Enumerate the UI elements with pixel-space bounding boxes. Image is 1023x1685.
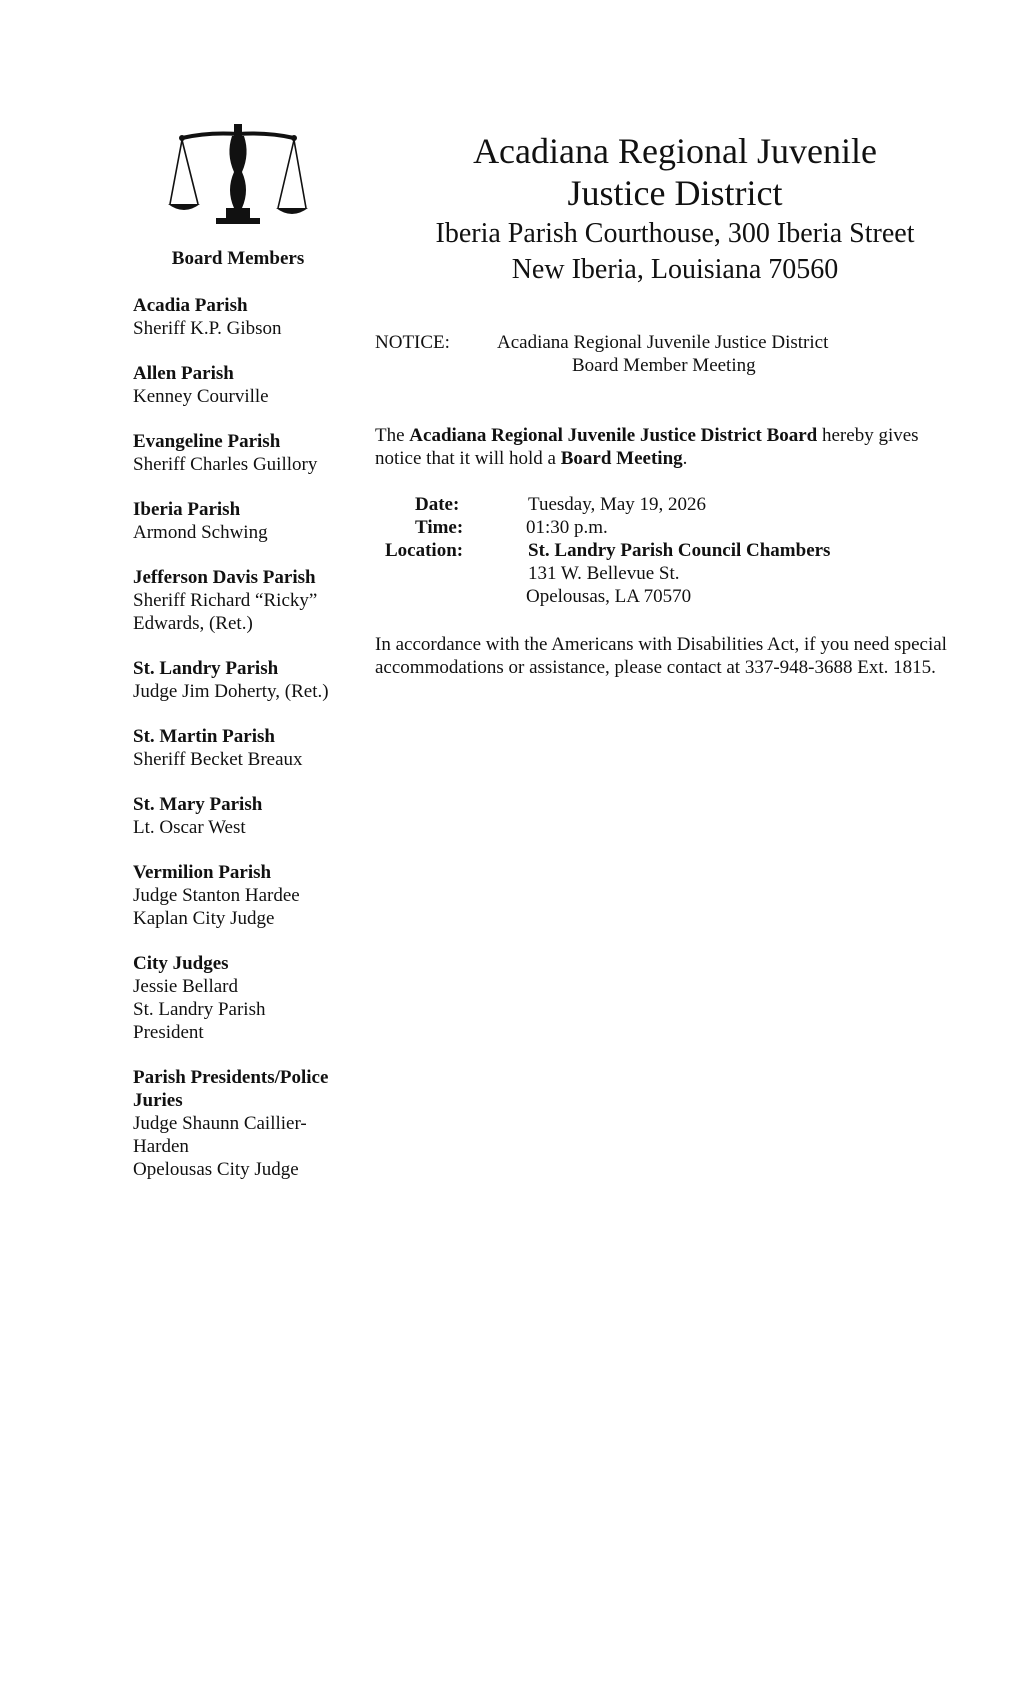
date-value: Tuesday, May 19, 2026 (528, 494, 707, 515)
member-name-line: Judge Stanton Hardee (133, 885, 300, 906)
notice-title-line2: Board Member Meeting (572, 355, 756, 376)
member-name-line: Kaplan City Judge (133, 908, 275, 929)
board-member (133, 362, 358, 408)
org-name-line2: Justice District (567, 173, 783, 213)
board-member (133, 725, 358, 771)
letterhead (370, 130, 980, 288)
address-line1: Iberia Parish Courthouse, 300 Iberia Street (435, 218, 915, 249)
location-city: Opelousas, LA 70570 (526, 586, 692, 607)
date-label: Date: (415, 494, 460, 515)
intro-board-name: Acadiana Regional Juvenile Justice District Board (409, 425, 818, 446)
location-street: 131 W. Bellevue St. (528, 563, 680, 584)
member-parish: St. Martin Parish (133, 726, 275, 747)
member-parish: Vermilion Parish (133, 862, 272, 883)
time-value: 01:30 p.m. (526, 517, 608, 538)
member-name-line: St. Landry Parish (133, 999, 266, 1020)
board-member (133, 1066, 358, 1181)
member-parish: Parish Presidents/Police Juries (133, 1067, 329, 1111)
member-name-line: Jessie Bellard (133, 976, 239, 997)
member-name-line: Armond Schwing (133, 522, 268, 543)
member-parish: Jefferson Davis Parish (133, 567, 316, 588)
member-name-line: Harden (133, 1136, 189, 1157)
member-parish: St. Landry Parish (133, 658, 279, 679)
member-name-line: President (133, 1022, 204, 1043)
member-parish: City Judges (133, 953, 229, 974)
scales-of-justice-icon (168, 124, 308, 236)
intro-post: . (682, 448, 688, 469)
board-member (133, 294, 358, 340)
intro-pre: The (375, 425, 410, 446)
member-name-line: Sheriff Richard “Ricky” (133, 590, 318, 611)
board-member (133, 861, 358, 930)
member-parish: Iberia Parish (133, 499, 241, 520)
intro-paragraph (375, 424, 965, 470)
address-line2: New Iberia, Louisiana 70560 (511, 254, 839, 285)
notice-title-line1: Acadiana Regional Juvenile Justice District (497, 332, 829, 353)
time-label: Time: (415, 517, 464, 538)
board-member (133, 498, 358, 544)
member-parish: Acadia Parish (133, 295, 248, 316)
member-name-line: Judge Jim Doherty, (Ret.) (133, 681, 329, 702)
notice-label: NOTICE: (375, 332, 450, 353)
org-name-line1: Acadiana Regional Juvenile (473, 131, 877, 171)
member-parish: Allen Parish (133, 363, 234, 384)
member-parish: St. Mary Parish (133, 794, 263, 815)
board-member (133, 657, 358, 703)
board-members-heading: Board Members (171, 248, 305, 269)
intro-meeting: Board Meeting (560, 448, 683, 469)
member-name-line: Opelousas City Judge (133, 1159, 299, 1180)
member-name-line: Sheriff K.P. Gibson (133, 318, 282, 339)
member-name-line: Lt. Oscar West (133, 817, 246, 838)
board-member (133, 793, 358, 839)
board-member (133, 430, 358, 476)
board-member (133, 952, 358, 1044)
member-parish: Evangeline Parish (133, 431, 281, 452)
board-members-list (133, 294, 358, 1203)
member-name-line: Judge Shaunn Caillier- (133, 1113, 307, 1134)
member-name-line: Kenney Courville (133, 386, 269, 407)
member-name-line: Sheriff Charles Guillory (133, 454, 318, 475)
board-member (133, 566, 358, 635)
intro-mid: hereby gives notice that it will hold a (375, 425, 919, 469)
location-label: Location: (385, 540, 464, 561)
member-name-line: Sheriff Becket Breaux (133, 749, 303, 770)
location-name: St. Landry Parish Council Chambers (528, 540, 831, 561)
ada-notice: In accordance with the Americans with Disabilities Act, if you need special accommodations or assistance, please contact at 337-948-3688 Ext. 1815. (375, 634, 947, 678)
member-name-line: Edwards, (Ret.) (133, 613, 253, 634)
